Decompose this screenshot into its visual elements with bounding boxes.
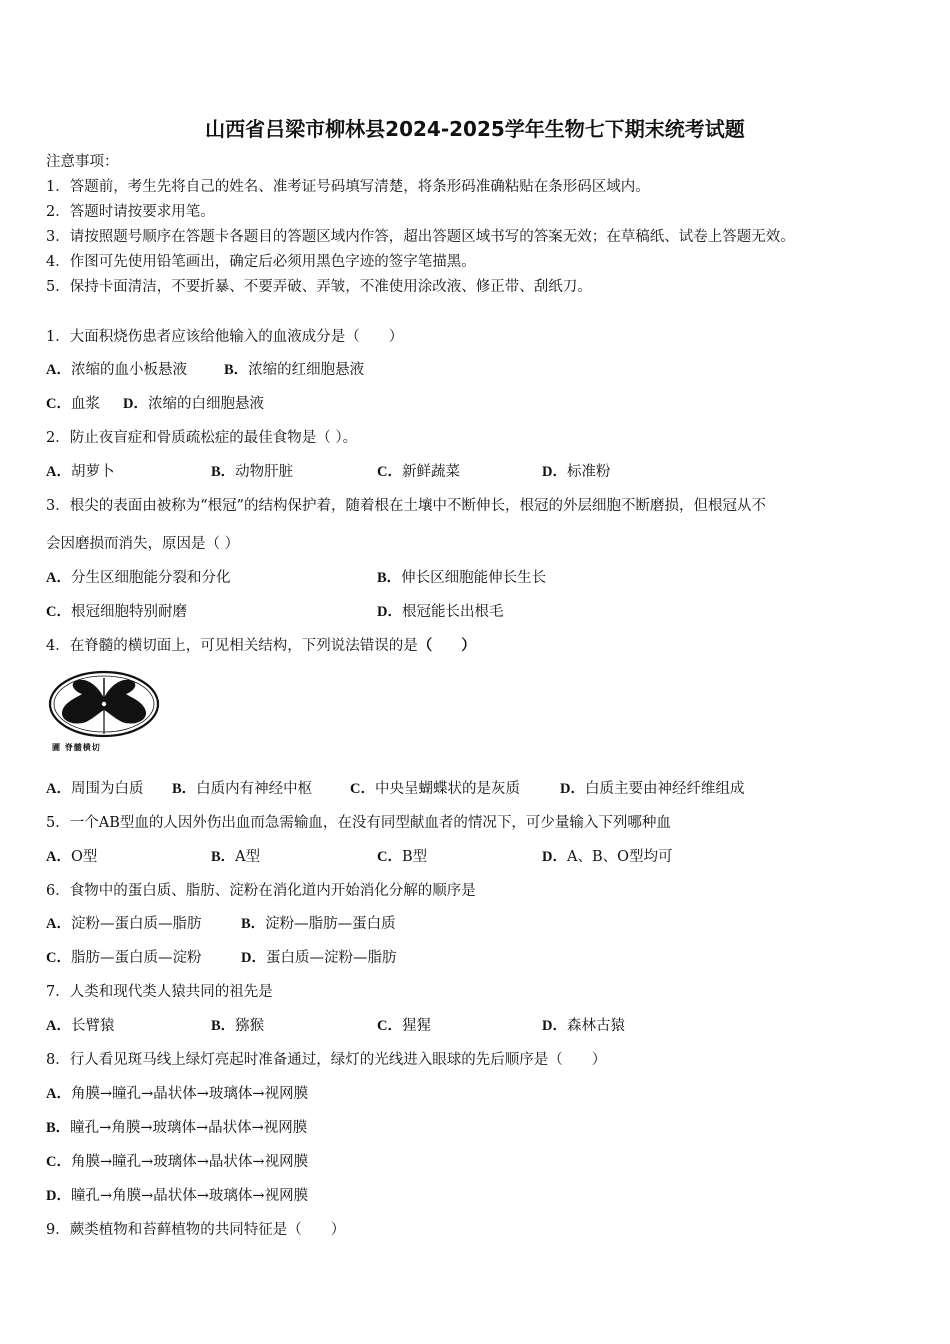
option-a: A．淀粉—蛋白质—脂肪 [46, 916, 202, 932]
option-d: D．瞳孔→角膜→晶状体→玻璃体→视网膜 [46, 1188, 309, 1204]
option-b: B．A型 [211, 849, 261, 865]
option-d: D．根冠能长出根毛 [377, 604, 504, 620]
question-stem: 3．根尖的表面由被称为“根冠”的结构保护着，随着根在土壤中不断伸长，根冠的外层细胞不断磨损，但根冠从不 [46, 498, 767, 514]
option-c: C．猩猩 [377, 1018, 431, 1034]
option-d: D．标准粉 [542, 464, 611, 480]
option-a: A．浓缩的血小板悬液 [46, 362, 187, 378]
option-a: A．胡萝卜 [46, 464, 115, 480]
question-stem: 9．蕨类植物和苔藓植物的共同特征是（ ） [46, 1222, 346, 1238]
option-c: C．角膜→瞳孔→玻璃体→晶状体→视网膜 [46, 1154, 309, 1170]
option-c: C．中央呈蝴蝶状的是灰质 [350, 781, 520, 797]
option-b: B．瞳孔→角膜→玻璃体→晶状体→视网膜 [46, 1120, 308, 1136]
option-b: B．伸长区细胞能伸长生长 [377, 570, 547, 586]
question-stem: 8．行人看见斑马线上绿灯亮起时准备通过，绿灯的光线进入眼球的先后顺序是（ ） [46, 1052, 607, 1068]
option-a: A．长臂猿 [46, 1018, 115, 1034]
notice-item: 2．答题时请按要求用笔。 [46, 204, 215, 220]
option-d: D．蛋白质—淀粉—脂肪 [241, 950, 397, 966]
option-b: B．猕猴 [211, 1018, 265, 1034]
option-a: A．周围为白质 [46, 781, 144, 797]
option-d: D．森林古猿 [542, 1018, 625, 1034]
option-a: A．O型 [46, 849, 98, 865]
question-stem: 4．在脊髓的横切面上，可见相关结构，下列说法错误的是（ ） [46, 637, 476, 654]
option-b: B．白质内有神经中枢 [172, 781, 313, 797]
option-c: C．B型 [377, 849, 428, 865]
question-stem: 5．一个AB型血的人因外伤出血而急需输血，在没有同型献血者的情况下，可少量输入下列哪种血 [46, 815, 671, 831]
notice-heading: 注意事项： [46, 154, 119, 170]
option-a: A．分生区细胞能分裂和分化 [46, 570, 231, 586]
option-b: B．淀粉—脂肪—蛋白质 [241, 916, 396, 932]
question-stem: 6．食物中的蛋白质、脂肪、淀粉在消化道内开始消化分解的顺序是 [46, 883, 476, 899]
question-stem-continued: 会因磨损而消失，原因是（ ） [46, 536, 240, 552]
notice-item: 5．保持卡面清洁，不要折暴、不要弄破、弄皱，不准使用涂改液、修正带、刮纸刀。 [46, 279, 592, 295]
figure-caption: 圕 脊髓横切 [52, 742, 101, 752]
question-stem: 7．人类和现代类人猿共同的祖先是 [46, 984, 273, 1000]
question-stem: 1．大面积烧伤患者应该给他输入的血液成分是（ ） [46, 329, 404, 345]
question-stem: 2．防止夜盲症和骨质疏松症的最佳食物是（ ）。 [46, 430, 358, 446]
notice-item: 1．答题前，考生先将自己的姓名、准考证号码填写清楚，将条形码准确粘贴在条形码区域内。 [46, 179, 650, 195]
option-c: C．脂肪—蛋白质—淀粉 [46, 950, 202, 966]
option-d: D．浓缩的白细胞悬液 [123, 396, 264, 412]
option-a: A．角膜→瞳孔→晶状体→玻璃体→视网膜 [46, 1086, 309, 1102]
option-c: C．根冠细胞特别耐磨 [46, 604, 187, 620]
option-b: B．动物肝脏 [211, 464, 294, 480]
option-d: D．A、B、O型均可 [542, 849, 673, 865]
option-c: C．新鲜蔬菜 [377, 464, 460, 480]
notice-item: 4．作图可先使用铅笔画出，确定后必须用黑色字迹的签字笔描黑。 [46, 254, 476, 270]
option-c: C．血浆 [46, 396, 100, 412]
exam-title: 山西省吕梁市柳林县2024-2025学年生物七下期末统考试题 [205, 117, 745, 141]
option-d: D．白质主要由神经纤维组成 [560, 781, 745, 797]
option-b: B．浓缩的红细胞悬液 [224, 362, 365, 378]
notice-item: 3．请按照题号顺序在答题卡各题目的答题区域内作答，超出答题区域书写的答案无效；在草稿纸、试卷上答题无效。 [46, 229, 795, 245]
